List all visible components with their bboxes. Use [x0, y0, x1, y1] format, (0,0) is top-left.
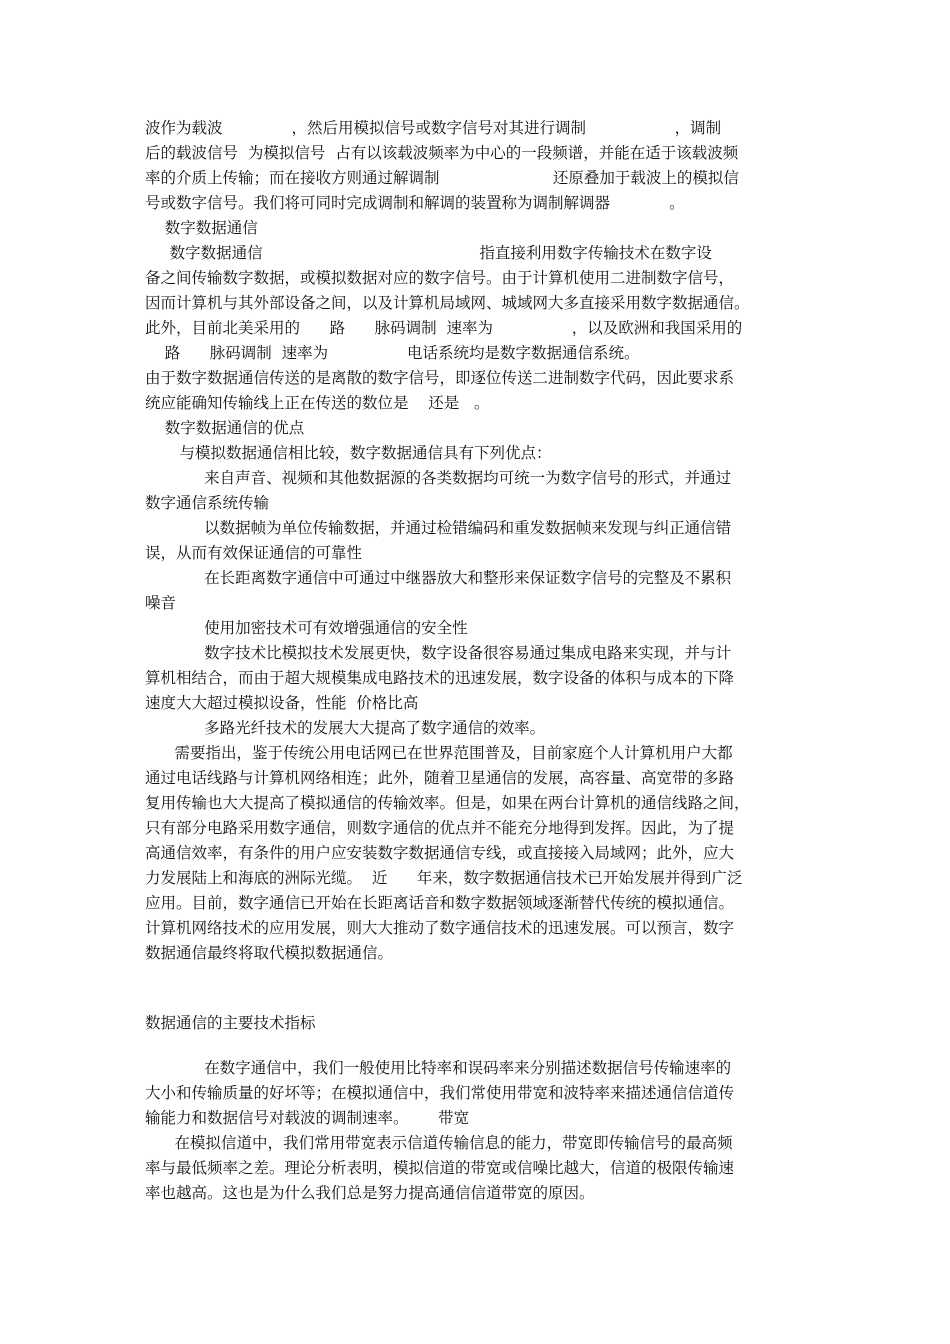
text-line: 需要指出，鉴于传统公用电话网已在世界范围普及，目前家庭个人计算机用户大都 — [145, 744, 733, 762]
text-line: 与模拟数据通信相比较，数字数据通信具有下列优点： — [145, 444, 552, 462]
text-line: 输能力和数据信号对载波的调制速率。 带宽 — [145, 1109, 470, 1127]
text-line: 算机相结合，而由于超大规模集成电路技术的迅速发展，数字设备的体积与成本的下降 — [145, 669, 735, 687]
text-line: 号或数字信号。我们将可同时完成调制和解调的装置称为调制解调器 。 — [145, 194, 685, 212]
text-line: 误，从而有效保证通信的可靠性 — [145, 544, 363, 562]
list-item-line: 多路光纤技术的发展大大提高了数字通信的效率。 — [145, 719, 546, 737]
text-line: 计算机网络技术的应用发展，则大大推动了数字通信技术的迅速发展。可以预言，数字 — [145, 919, 735, 937]
text-line: 大小和传输质量的好坏等；在模拟通信中，我们常使用带宽和波特率来描述通信信道传 — [145, 1084, 735, 1102]
list-item-line: 以数据帧为单位传输数据，并通过检错编码和重发数据帧来发现与纠正通信错 — [145, 519, 732, 537]
list-item-line: 在长距离数字通信中可通过中继器放大和整形来保证数字信号的完整及不累积 — [145, 569, 732, 587]
text-line: 应用。目前，数字通信已开始在长距离话音和数字数据领域逐渐替代传统的模拟通信。 — [145, 894, 735, 912]
subheading: 数字数据通信 — [145, 219, 258, 237]
text-line: 数字通信系统传输 — [145, 494, 270, 512]
section-title: 数据通信的主要技术指标 — [145, 1014, 316, 1032]
text-line: 波作为载波 ，然后用模拟信号或数字信号对其进行调制 ，调制 — [145, 119, 722, 137]
text-line: 在模拟信道中，我们常用带宽表示信道传输信息的能力，带宽即传输信号的最高频 — [145, 1134, 733, 1152]
list-item-line: 来自声音、视频和其他数据源的各类数据均可统一为数字信号的形式，并通过 — [145, 469, 732, 487]
text-line: 复用传输也大大提高了模拟通信的传输效率。但是，如果在两台计算机的通信线路之间， — [145, 794, 750, 812]
text-line: 数据通信最终将取代模拟数据通信。 — [145, 944, 394, 962]
text-line: 高通信效率，有条件的用户应安装数字数据通信专线，或直接接入局域网；此外，应大 — [145, 844, 735, 862]
text-line: 后的载波信号 为模拟信号 占有以该载波频率为中心的一段频谱，并能在适于该载波频 — [145, 144, 739, 162]
text-line: 因而计算机与其外部设备之间，以及计算机局域网、城域网大多直接采用数字数据通信。 — [145, 294, 750, 312]
text-line: 由于数字数据通信传送的是离散的数字信号，即逐位传送二进制数字代码，因此要求系 — [145, 369, 735, 387]
text-line: 在数字通信中，我们一般使用比特率和误码率来分别描述数据信号传输速率的 — [145, 1059, 732, 1077]
text-line: 数字数据通信 指直接利用数字传输技术在数字设 — [145, 244, 712, 262]
list-item-line: 数字技术比模拟技术发展更快，数字设备很容易通过集成电路来实现，并与计 — [145, 644, 732, 662]
subheading: 数字数据通信的优点 — [145, 419, 305, 437]
text-line: 只有部分电路采用数字通信，则数字通信的优点并不能充分地得到发挥。因此，为了提 — [145, 819, 735, 837]
text-line: 路 脉码调制 速率为 电话系统均是数字数据通信系统。 — [145, 344, 640, 362]
text-line: 通过电话线路与计算机网络相连；此外，随着卫星通信的发展，高容量、高宽带的多路 — [145, 769, 735, 787]
text-line: 力发展陆上和海底的洲际光缆。 近 年来，数字数据通信技术已开始发展并得到广泛 — [145, 869, 743, 887]
text-line: 速度大大超过模拟设备，性能 价格比高 — [145, 694, 419, 712]
text-line: 噪音 — [145, 594, 177, 612]
text-line: 率与最低频率之差。理论分析表明，模拟信道的带宽或信噪比越大，信道的极限传输速 — [145, 1159, 735, 1177]
text-line: 统应能确知传输线上正在传送的数位是 还是 。 — [145, 394, 490, 412]
text-line: 此外，目前北美采用的 路 脉码调制 速率为 ，以及欧洲和我国采用的 — [145, 319, 743, 337]
text-line: 备之间传输数字数据，或模拟数据对应的数字信号。由于计算机使用二进制数字信号， — [145, 269, 735, 287]
list-item-line: 使用加密技术可有效增强通信的安全性 — [145, 619, 468, 637]
text-line: 率的介质上传输；而在接收方则通过解调制 还原叠加于载波上的模拟信 — [145, 169, 739, 187]
text-line: 率也越高。这也是为什么我们总是努力提高通信信道带宽的原因。 — [145, 1184, 595, 1202]
